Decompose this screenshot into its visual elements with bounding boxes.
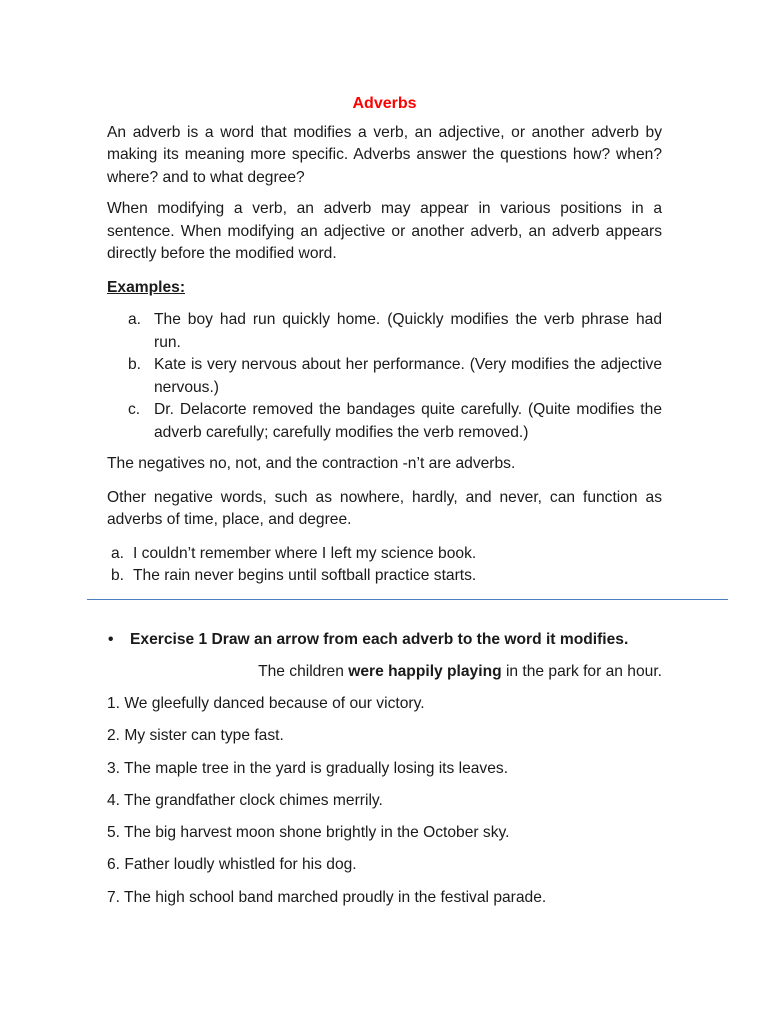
list-marker: b. <box>128 356 142 373</box>
bullet-icon: • <box>108 631 114 648</box>
negative-words-paragraph: Other negative words, such as nowhere, hardly, and never, can function as adverbs of time, place, and degree. <box>107 488 662 528</box>
list-item <box>107 309 662 354</box>
example-sentence-start: The children <box>258 663 349 680</box>
example-text: Kate is very nervous about her performance. (Very modifies the adjective nervous.) <box>154 356 662 396</box>
list-item: 5. The big harvest moon shone brightly in the October sky. <box>107 824 510 842</box>
intro-paragraph-2: When modifying a verb, an adverb may appear in various positions in a sentence. When modifying an adjective or another adverb, an adverb appears directly before the modified word. <box>107 200 662 262</box>
example-sentence-end: in the park for an hour. <box>501 663 662 680</box>
list-item <box>107 399 662 444</box>
list-marker: a. <box>111 544 125 562</box>
list-item <box>107 354 662 399</box>
list-marker: b. <box>111 567 125 584</box>
example-sentence-highlight: were happily playing <box>348 663 502 680</box>
list-item: 4. The grandfather clock chimes merrily. <box>107 791 383 809</box>
list-item: 3. The maple tree in the yard is gradually losing its leaves. <box>107 759 509 777</box>
page-title: Adverbs <box>352 95 417 112</box>
examples-heading: Examples: <box>107 278 186 296</box>
negative-example-text: The rain never begins until softball practice starts. <box>133 567 477 584</box>
list-item: 2. My sister can type fast. <box>107 727 284 745</box>
list-marker: a. <box>128 311 142 328</box>
list-item: 1. We gleefully danced because of our victory. <box>107 695 425 712</box>
negative-example-text: I couldn’t remember where I left my science book. <box>133 544 477 562</box>
exercise-instruction: Exercise 1 Draw an arrow from each adverb to the word it modifies. <box>130 631 629 648</box>
section-divider <box>87 599 728 600</box>
negatives-examples-list <box>107 543 662 588</box>
example-text: Dr. Delacorte removed the bandages quite carefully. (Quite modifies the adverb carefully; carefully modifies the verb removed.) <box>154 401 662 441</box>
exercise-heading <box>107 629 667 652</box>
exercise-example-sentence <box>107 661 662 684</box>
negatives-paragraph: The negatives no, not, and the contraction -n’t are adverbs. <box>107 455 516 472</box>
examples-list <box>107 309 662 444</box>
exercise-sentences <box>107 693 667 919</box>
list-item <box>107 565 662 588</box>
list-item <box>107 543 662 566</box>
list-item: 7. The high school band marched proudly in the festival parade. <box>107 888 547 906</box>
example-text: The boy had run quickly home. (Quickly modifies the verb phrase had run. <box>154 311 662 351</box>
list-item: 6. Father loudly whistled for his dog. <box>107 856 357 874</box>
intro-paragraph-1: An adverb is a word that modifies a verb, an adjective, or another adverb by making its meaning more specific. Adverbs answer the questions how? when? where? and to what degree? <box>107 123 662 186</box>
list-marker: c. <box>128 401 141 418</box>
